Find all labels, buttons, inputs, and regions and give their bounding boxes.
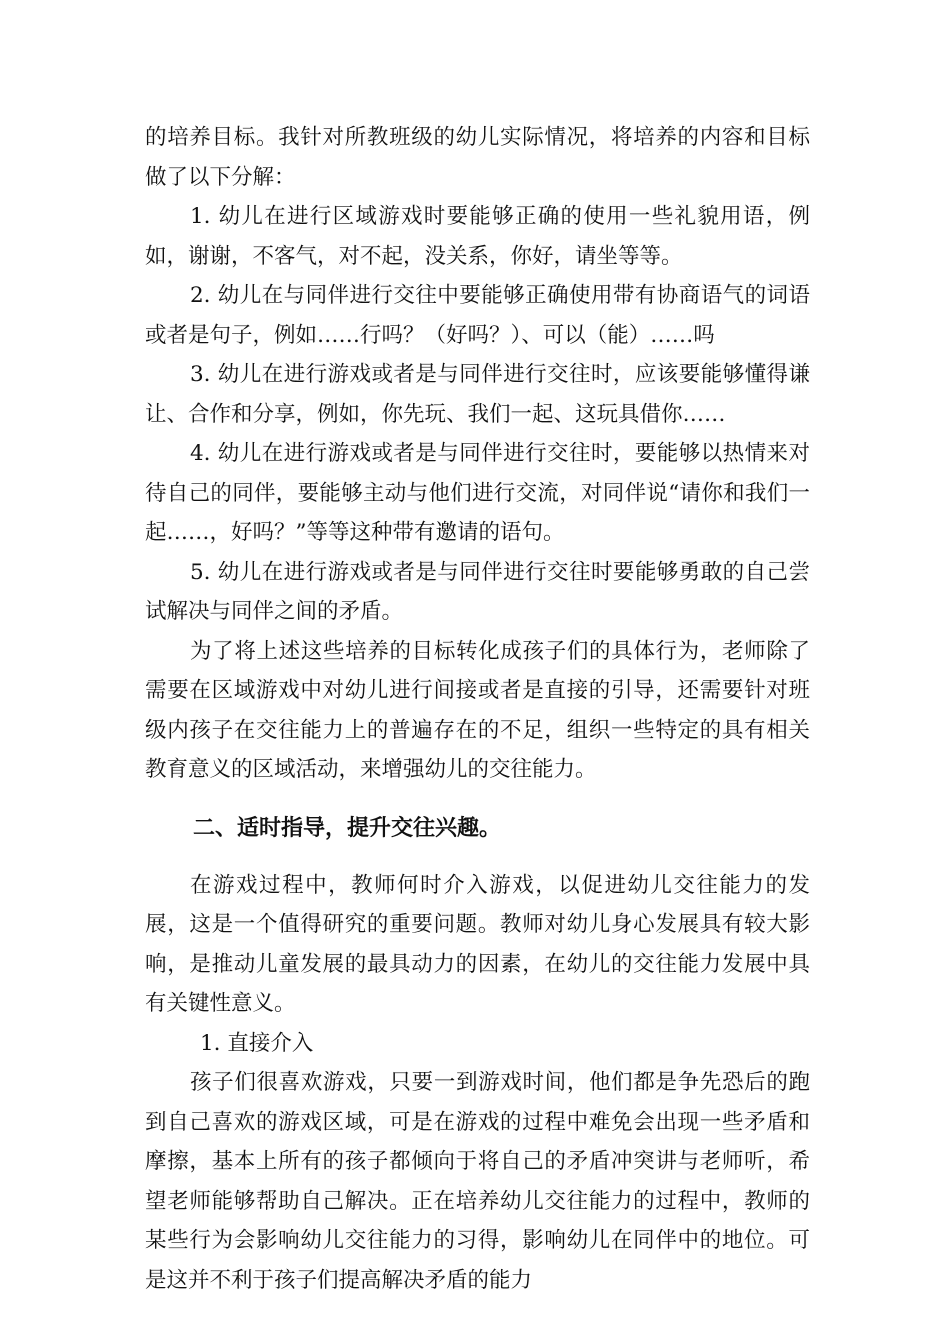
paragraph-section-intro: 在游戏过程中，教师何时介入游戏，以促进幼儿交往能力的发展，这是一个值得研究的重要问题。教师对幼儿身心发展具有较大影响，是推动儿童发展的最具动力的因素，在幼儿的交往能力发展中具有关键性意义。 [145, 872, 810, 1016]
list-item-2: 2. 幼儿在与同伴进行交往中要能够正确使用带有协商语气的词语或者是句子，例如……行吗？（好吗？）、可以（能）……吗 [145, 283, 810, 348]
list-item-3: 3. 幼儿在进行游戏或者是与同伴进行交往时，应该要能够懂得谦让、合作和分享，例如，你先玩、我们一起、这玩具借你…… [145, 362, 810, 427]
list-item-4: 4. 幼儿在进行游戏或者是与同伴进行交往时，要能够以热情来对待自己的同伴，要能够主动与他们进行交流，对同伴说“请你和我们一起……，好吗？”等等这种带有邀请的语句。 [145, 441, 810, 545]
subheading-direct-intervention: 1. 直接介入 [200, 1030, 314, 1056]
paragraph-direct-intervention: 孩子们很喜欢游戏，只要一到游戏时间，他们都是争先恐后的跑到自己喜欢的游戏区域，可是在游戏的过程中难免会出现一些矛盾和摩擦，基本上所有的孩子都倾向于将自己的矛盾冲突讲与老师听，希望老师能够帮助自己解决。正在培养幼儿交往能力的过程中，教师的某些行为会影响幼儿交往能力的习得，影响幼儿在同伴中的地位。可是这并不利于孩子们提高解决矛盾的能力 [145, 1070, 810, 1293]
document-page [145, 118, 810, 1300]
paragraph-summary: 为了将上述这些培养的目标转化成孩子们的具体行为，老师除了需要在区域游戏中对幼儿进行间接或者是直接的引导，还需要针对班级内孩子在交往能力上的普遍存在的不足，组织一些特定的具有相关教育意义的区域活动，来增强幼儿的交往能力。 [145, 638, 810, 782]
list-item-5: 5. 幼儿在进行游戏或者是与同伴进行交往时要能够勇敢的自己尝试解决与同伴之间的矛盾。 [145, 559, 810, 624]
section-heading: 二、适时指导，提升交往兴趣。 [193, 814, 502, 841]
paragraph-intro: 的培养目标。我针对所教班级的幼儿实际情况，将培养的内容和目标做了以下分解： [145, 125, 810, 190]
list-item-1: 1. 幼儿在进行区域游戏时要能够正确的使用一些礼貌用语，例如，谢谢，不客气，对不起，没关系，你好，请坐等等。 [145, 204, 810, 269]
